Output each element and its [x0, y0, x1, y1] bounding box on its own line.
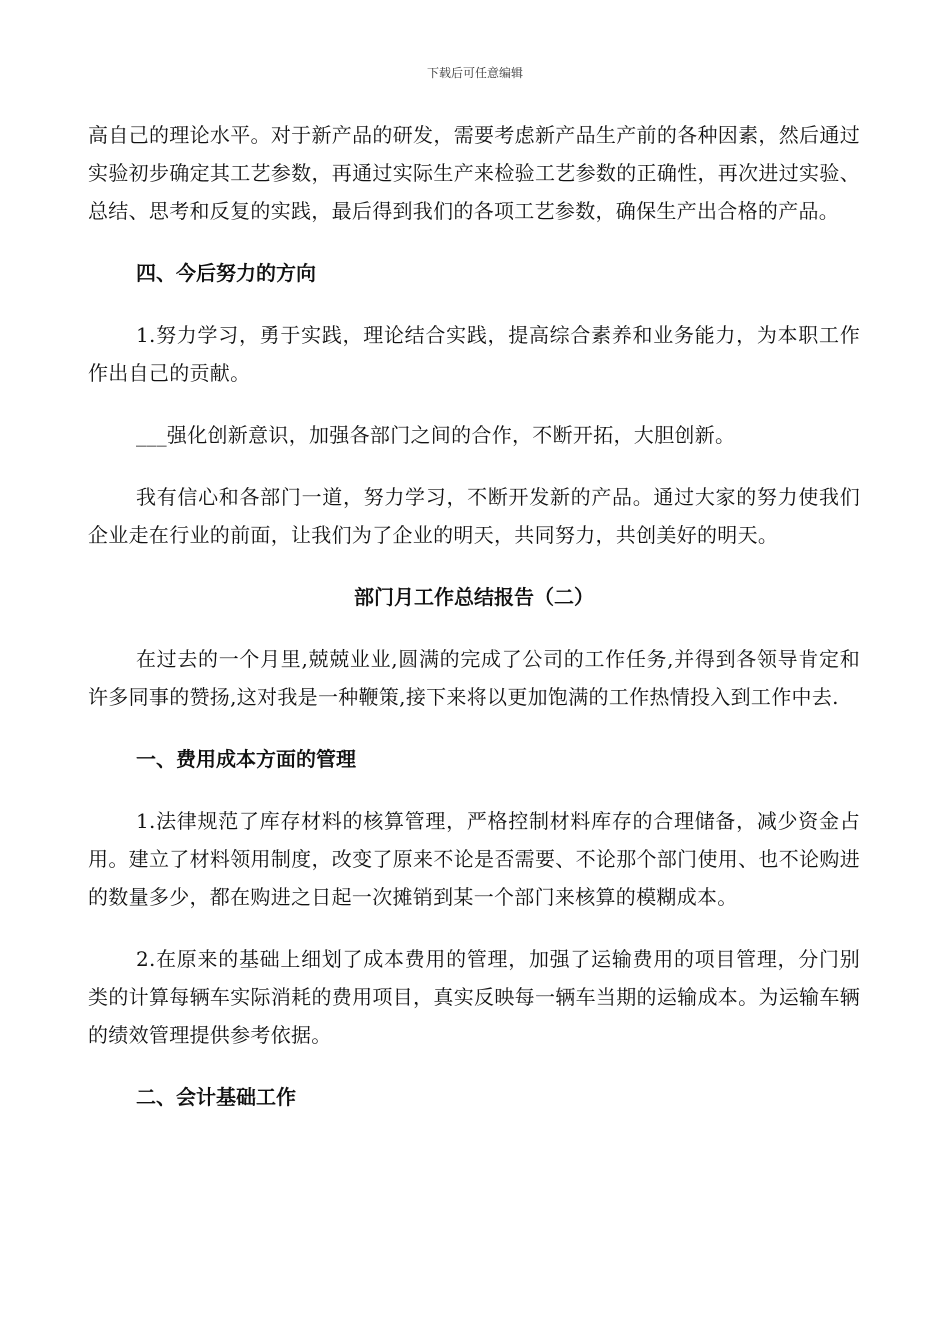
spacer: [88, 230, 860, 254]
spacer: [88, 616, 860, 640]
paragraph-cost-2: 2.在原来的基础上细划了成本费用的管理，加强了运输费用的项目管理，分门别类的计算每辆车实际消耗的费用项目，真实反映每一辆车当期的运输成本。为运输车辆的绩效管理提供参考依据。: [88, 947, 860, 1047]
section-heading-two: 二、会计基础工作: [136, 1085, 296, 1109]
report-title-two: 部门月工作总结报告（二）: [354, 585, 594, 609]
spacer: [88, 392, 860, 416]
paragraph-item-2: ___强化创新意识，加强各部门之间的合作，不断开拓，大胆创新。: [136, 423, 736, 447]
spacer: [88, 916, 860, 940]
section-heading-one: 一、费用成本方面的管理: [136, 747, 356, 771]
spacer: [88, 554, 860, 578]
spacer: [88, 716, 860, 740]
section-heading-four: 四、今后努力的方向: [136, 261, 316, 285]
paragraph-cost-1: 1.法律规范了库存材料的核算管理，严格控制材料库存的合理储备，减少资金占用。建立了材料领用制度，改变了原来不论是否需要、不论那个部门使用、也不论购进的数量多少，都在购进之日起一次摊销到某一个部门来核算的模糊成本。: [88, 809, 860, 909]
document-body: [88, 116, 860, 1116]
spacer: [88, 292, 860, 316]
header-note: 下载后可任意编辑: [426, 66, 523, 80]
spacer: [88, 778, 860, 802]
paragraph-intro: 高自己的理论水平。对于新产品的研发，需要考虑新产品生产前的各种因素，然后通过实验初步确定其工艺参数，再通过实际生产来检验工艺参数的正确性，再次进过实验、总结、思考和反复的实践，最后得到我们的各项工艺参数，确保生产出合格的产品。: [88, 123, 860, 223]
spacer: [88, 1054, 860, 1078]
paragraph-item-1: 1.努力学习，勇于实践，理论结合实践，提高综合素养和业务能力，为本职工作作出自己的贡献。: [88, 323, 860, 385]
paragraph-past-month: 在过去的一个月里,兢兢业业,圆满的完成了公司的工作任务,并得到各领导肯定和许多同事的赞扬,这对我是一种鞭策,接下来将以更加饱满的工作热情投入到工作中去.: [88, 647, 860, 709]
spacer: [88, 454, 860, 478]
paragraph-confidence: 我有信心和各部门一道，努力学习，不断开发新的产品。通过大家的努力使我们企业走在行业的前面，让我们为了企业的明天，共同努力，共创美好的明天。: [88, 485, 860, 547]
